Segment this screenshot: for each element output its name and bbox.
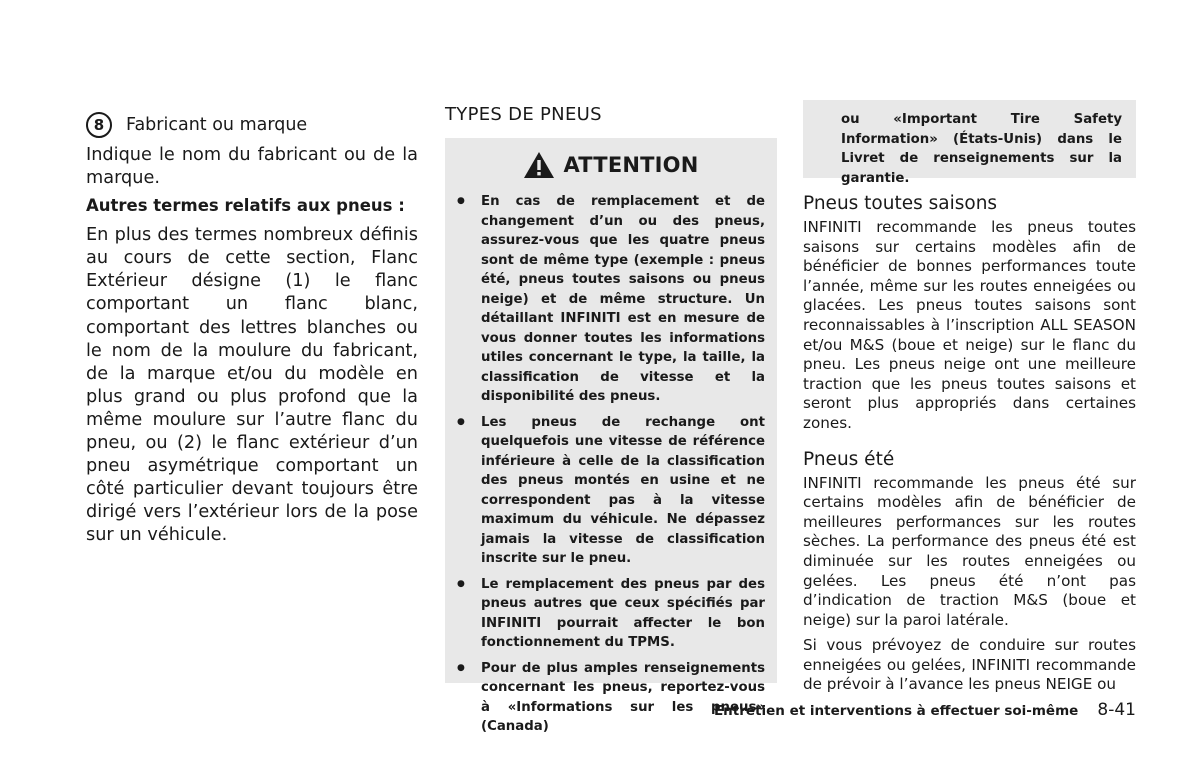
warning-continued-box <box>803 100 1136 186</box>
item-heading <box>86 112 418 138</box>
item-title: Fabricant ou marque <box>126 115 308 135</box>
warning-box <box>445 138 777 734</box>
other-terms-heading: Autres termes relatifs aux pneus : <box>86 196 405 216</box>
warning-list <box>445 192 777 737</box>
chapter-title: Entretien et interventions à effectuer soi-même <box>713 703 1079 719</box>
warning-item: ● Les pneus de rechange ont quelquefois une vitesse de référence inférieure à celle de la classification des pneus montés en usine et ne correspondent pas à la vitesse maximum du véhicule. Ne dépassez jamais la vitesse de classification inscrite sur le pneu. <box>481 413 765 569</box>
warning-title: ATTENTION <box>563 153 699 177</box>
summer-body: INFINITI recommande les pneus été sur certains modèles afin de bénéficier de meilleures performances sur les routes sèches. La performance des pneus été est diminuée sur les routes enneigées ou gelées. Les pneus été n’ont pas d’indication de traction M&S (boue et neige) sur la paroi latérale. <box>803 473 1136 629</box>
page-footer <box>700 700 1136 720</box>
warning-item: ● Le remplacement des pneus par des pneus autres que ceux spécifiés par INFINITI pourrait affecter le bon fonctionnement du TPMS. <box>481 575 765 653</box>
warning-continued-text: ou «Important Tire Safety Information» (États-Unis) dans le Livret de renseignements sur la garantie. <box>841 112 1122 186</box>
warning-item: ● En cas de remplacement et de changement d’un ou des pneus, assurez-vous que les quatre pneus sont de même type (exemple : pneus été, pneus toutes saisons ou pneus neige) et de même structure. Un détaillant INFINITI est en mesure de vous donner toutes les informations utiles concernant le type, la taille, la classification de vitesse et la disponibilité des pneus. <box>481 192 765 407</box>
page-number: 8-41 <box>1097 700 1136 720</box>
all-season-body: INFINITI recommande les pneus toutes saisons sur certains modèles afin de bénéficier de bonnes performances toute l’année, même sur les routes enneigées ou glacées. Les pneus toutes saisons sont reconnaissables à l’inscription ALL SEASON et/ou M&S (boue et neige) sur le flanc du pneu. Les pneus neige ont une meilleure traction que les pneus toutes saisons et seront plus appropriés dans certaines zones. <box>803 218 1136 432</box>
winter-intro: Si vous prévoyez de conduire sur routes enneigées ou gelées, INFINITI recommande de prévoir à l’avance les pneus NEIGE ou <box>803 636 1136 694</box>
middle-column <box>445 102 777 734</box>
right-column <box>803 100 1136 701</box>
warning-triangle-icon <box>523 151 555 179</box>
left-column <box>86 112 418 552</box>
item-description: Indique le nom du fabricant ou de la marque. <box>86 145 418 189</box>
other-terms-body: En plus des termes nombreux définis au cours de cette section, Flanc Extérieur désigne (1) le flanc comportant un flanc blanc, comportant des lettres blanches ou le nom de la moulure du fabricant, de la marque et/ou du modèle en plus grand ou plus profond que la même moulure sur l’autre flanc du pneu, ou (2) le flanc extérieur d’un pneu asymétrique comportant un côté particulier devant toujours être dirigé vers l’extérieur lors de la pose sur un véhicule. <box>86 225 418 546</box>
all-season-heading: Pneus toutes saisons <box>803 193 998 214</box>
section-title: TYPES DE PNEUS <box>445 104 602 125</box>
warning-header <box>445 138 777 192</box>
summer-heading: Pneus été <box>803 448 895 470</box>
item-number-badge: 8 <box>86 112 112 138</box>
warning-item: ● Pour de plus amples renseignements concernant les pneus, reportez-vous à «Informations sur les pneus» (Canada) <box>481 659 765 737</box>
